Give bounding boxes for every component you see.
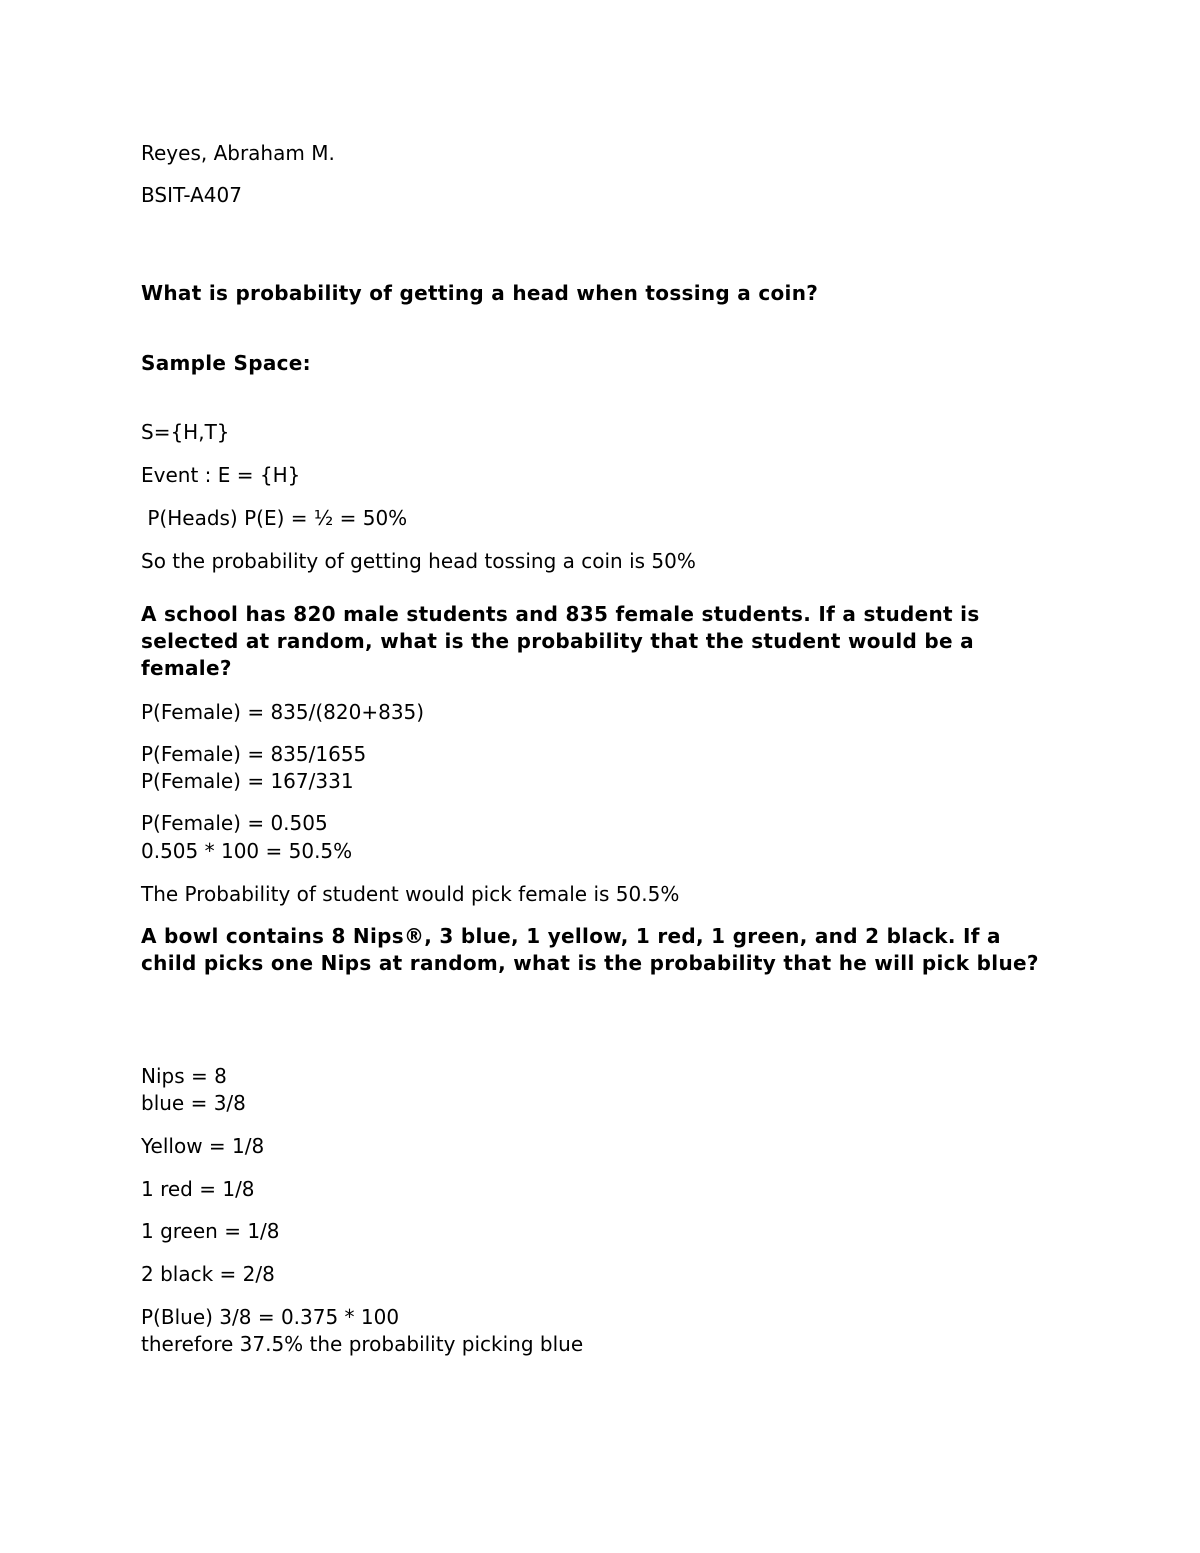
- question-2-conclusion: The Probability of student would pick female is 50.5%: [141, 882, 680, 906]
- black-fraction: 2 black = 2/8: [141, 1262, 275, 1286]
- nips-total: Nips = 8: [141, 1064, 227, 1088]
- question-2: A school has 820 male students and 835 female students. If a student is selected at random, what is the probability that the student would be a female?: [141, 602, 980, 680]
- question-3: A bowl contains 8 Nips®, 3 blue, 1 yellow, 1 red, 1 green, and 2 black. If a child picks one Nips at random, what is the probability that he will pick blue?: [141, 924, 1039, 975]
- blue-fraction: blue = 3/8: [141, 1091, 246, 1115]
- student-name: Reyes, Abraham M.: [141, 141, 335, 165]
- question-2-step-3: P(Female) = 167/331: [141, 769, 354, 793]
- question-3-conclusion: therefore 37.5% the probability picking blue: [141, 1332, 584, 1356]
- green-fraction: 1 green = 1/8: [141, 1219, 280, 1243]
- red-fraction: 1 red = 1/8: [141, 1177, 255, 1201]
- question-1: What is probability of getting a head when tossing a coin?: [141, 281, 819, 305]
- event-definition: Event : E = {H}: [141, 463, 301, 487]
- heads-probability: P(Heads) P(E) = ½ = 50%: [141, 506, 408, 530]
- question-1-conclusion: So the probability of getting head tossing a coin is 50%: [141, 549, 696, 573]
- question-2-step-2: P(Female) = 835/1655: [141, 742, 367, 766]
- blue-probability: P(Blue) 3/8 = 0.375 * 100: [141, 1305, 400, 1329]
- yellow-fraction: Yellow = 1/8: [141, 1134, 265, 1158]
- sample-space-label: Sample Space:: [141, 351, 311, 375]
- sample-space: S={H,T}: [141, 420, 230, 444]
- question-2-step-5: 0.505 * 100 = 50.5%: [141, 839, 353, 863]
- question-2-step-1: P(Female) = 835/(820+835): [141, 700, 425, 724]
- student-section: BSIT-A407: [141, 183, 242, 207]
- question-2-step-4: P(Female) = 0.505: [141, 811, 328, 835]
